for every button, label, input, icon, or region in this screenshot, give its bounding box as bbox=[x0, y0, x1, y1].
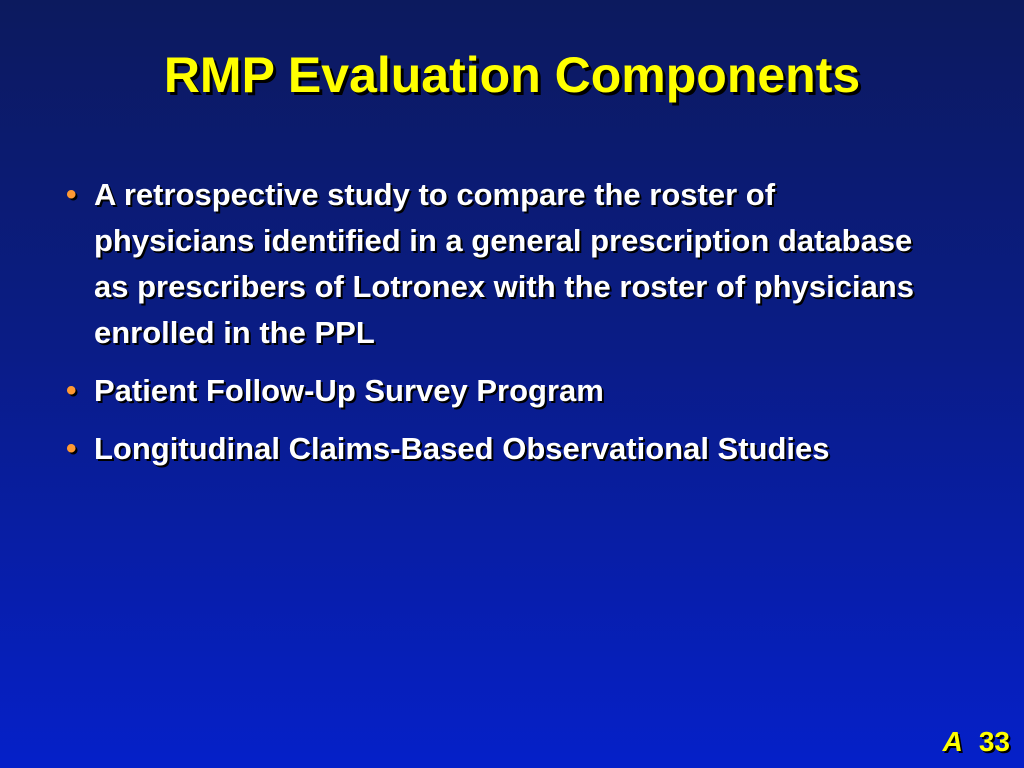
bullet-text: A retrospective study to compare the roster of physicians identified in a general prescription database as prescribers of Lotronex with the roster of physicians enrolled in the PPL bbox=[94, 177, 914, 350]
page-number: 33 bbox=[978, 726, 1010, 757]
bullet-item-2 bbox=[62, 368, 942, 414]
bullet-dot-icon: • bbox=[66, 374, 77, 407]
slide-title: RMP Evaluation Components bbox=[163, 47, 861, 103]
bullet-text: Patient Follow-Up Survey Program bbox=[94, 373, 604, 408]
bullet-item-3 bbox=[62, 426, 942, 472]
bullet-item-1 bbox=[62, 172, 942, 356]
bullet-list bbox=[62, 172, 942, 484]
bullet-text: Longitudinal Claims-Based Observational Studies bbox=[94, 431, 830, 466]
slide-footer bbox=[943, 726, 1010, 758]
section-letter: A bbox=[942, 726, 963, 757]
bullet-dot-icon: • bbox=[66, 432, 77, 465]
bullet-dot-icon: • bbox=[66, 178, 77, 211]
